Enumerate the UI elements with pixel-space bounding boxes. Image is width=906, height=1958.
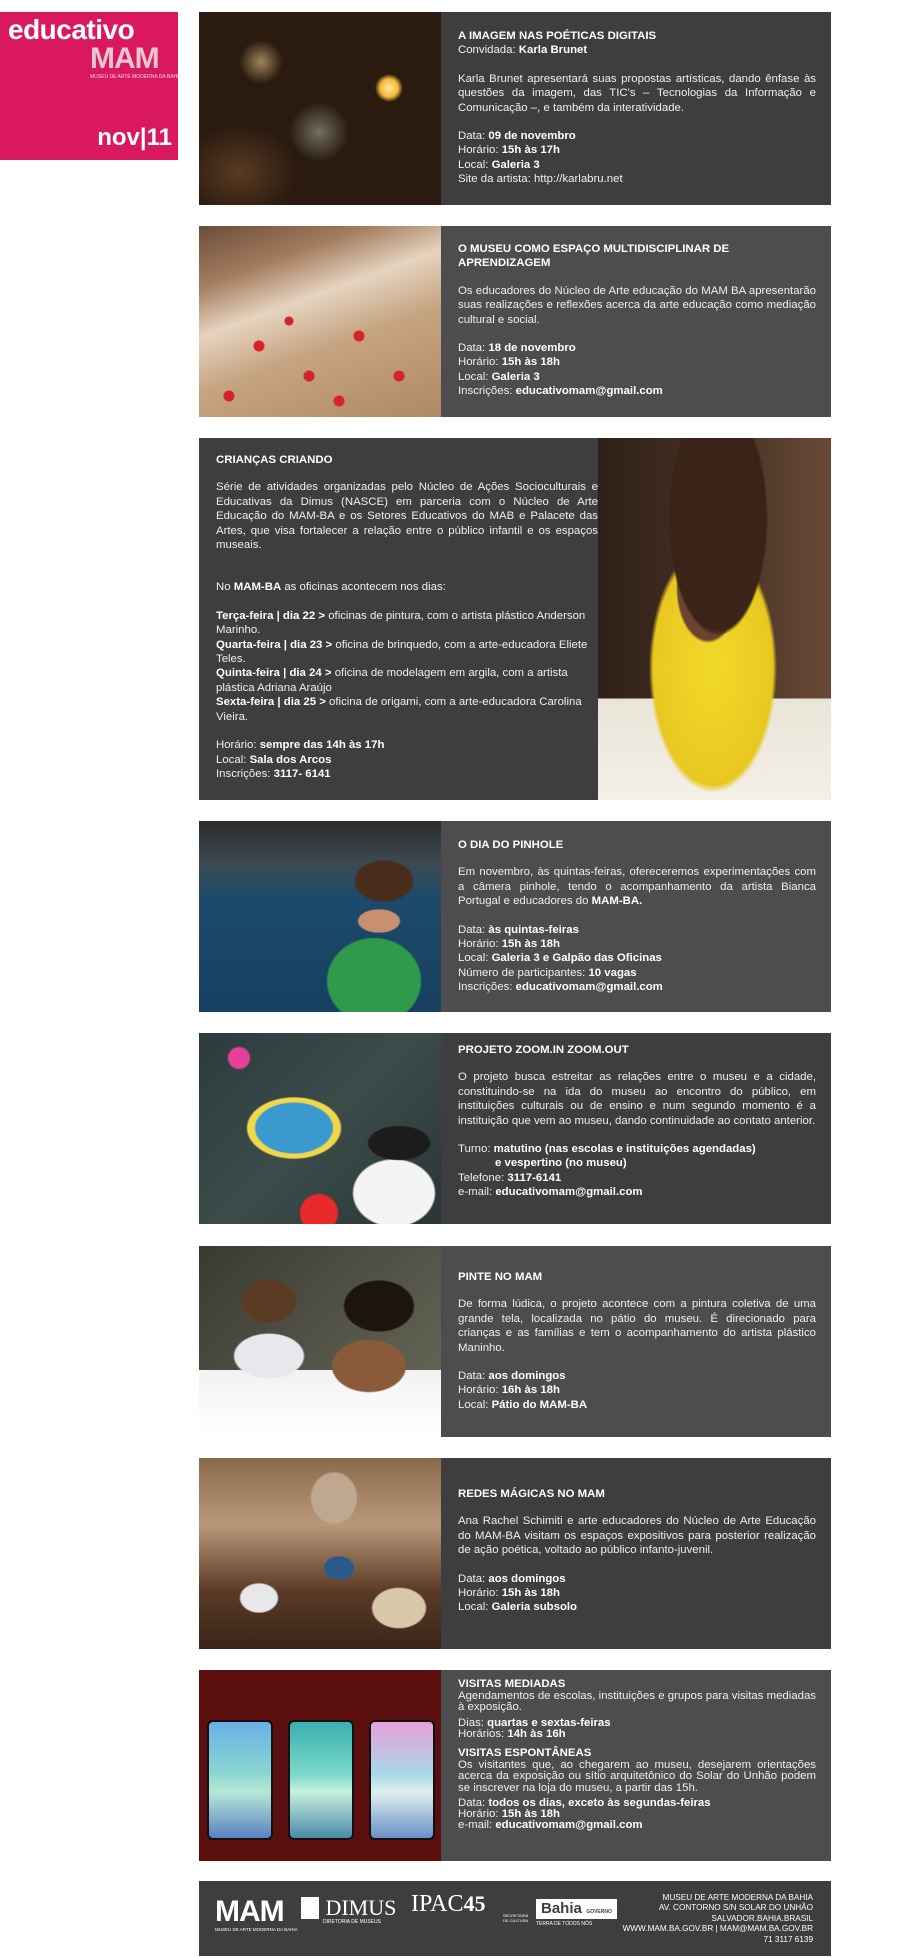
event-description: Em novembro, às quintas-feiras, ofereceremos experimentações com a câmera pinhole, tendo o acompanhamento da artista Bianca Portugal e educadores do xyxy=(458,866,816,908)
mam-logo-text: MAM xyxy=(215,1895,284,1928)
event-description: Karla Brunet apresentará suas propostas artísticas, dando ênfase às questões da imagem, das TIC's – Tecnologias da Informação e Comunicação –, e também da interatividade. xyxy=(458,72,816,114)
registration-label: Inscrições: xyxy=(216,767,274,780)
time-label: Horário: xyxy=(458,144,502,157)
screen-image xyxy=(207,1720,273,1840)
event-description-2: Os visitantes que, ao chegarem ao museu, desejarem orientações acerca da exposição ou sítio arquitetônico do Solar do Unhão podem se inscrever na loja do museu, a partir das 15h. xyxy=(458,1759,816,1794)
bahia-logo-box xyxy=(536,1899,617,1919)
event-text xyxy=(458,1246,816,1412)
registration-email[interactable]: educativomam@gmail.com xyxy=(515,981,663,994)
place-label: Local: xyxy=(458,952,492,965)
event-time: 15h às 17h xyxy=(501,144,560,157)
event-shift-2: e vespertino (no museu) xyxy=(495,1157,627,1170)
event-time: 15h às 18h xyxy=(501,1587,560,1600)
event-date: aos domingos xyxy=(488,1572,566,1585)
event-panel-redes-magicas xyxy=(199,1458,831,1649)
boy-with-pinhole-photo xyxy=(199,821,441,1012)
date-label: Data: xyxy=(458,130,489,143)
date-label: Data: xyxy=(458,1796,489,1809)
workshop-day xyxy=(216,695,598,724)
event-shift: matutino (nas escolas e instituições agendadas) xyxy=(493,1143,756,1156)
event-email[interactable]: educativomam@gmail.com xyxy=(495,1819,643,1832)
bahia-governo-logo xyxy=(536,1899,617,1927)
intro-pre: No xyxy=(216,581,234,594)
event-description: O projeto busca estreitar as relações entre o museu e a cidade, constituindo-se na ida do museu ao encontro do público, em instituições culturais ou de ensino e num segundo momento é a instituição que vem ao museu, dando continuidade ao contato anterior. xyxy=(458,1071,816,1127)
bahia-logo-tagline: TERRA DE TODOS NÓS xyxy=(536,1921,593,1927)
event-panel-imagem-poeticas xyxy=(199,12,831,205)
date-label: Data: xyxy=(458,923,489,936)
workshop-day-text: oficinas de pintura, com o artista plástico Anderson Marinho. xyxy=(216,609,586,637)
event-place: Galeria 3 xyxy=(491,370,540,383)
date-label: Data: xyxy=(458,1370,489,1383)
bahia-logo-sub: GOVERNO xyxy=(586,1909,612,1915)
event-description: Agendamentos de escolas, instituições e grupos para visitas mediadas à exposição. xyxy=(458,1690,816,1714)
address-web-email[interactable]: WWW.MAM.BA.GOV.BR | MAM@MAM.BA.GOV.BR xyxy=(622,1924,813,1934)
dimus-icon xyxy=(301,1897,319,1919)
event-date: 18 de novembro xyxy=(488,342,576,355)
event-time: 15h às 18h xyxy=(501,356,560,369)
shift-label: Turno: xyxy=(458,1143,494,1156)
event-place: Galeria subsolo xyxy=(491,1601,578,1614)
event-title: VISITAS MEDIADAS xyxy=(458,1678,566,1690)
event-place: Galeria 3 e Galpão das Oficinas xyxy=(491,952,662,965)
event-title: O MUSEU COMO ESPAÇO MULTIDISCIPLINAR DE APRENDIZAGEM xyxy=(458,243,730,270)
guest-label: Convidada: xyxy=(458,44,519,57)
logo-word: educativo xyxy=(8,14,135,45)
event-place: Sala dos Arcos xyxy=(249,753,332,766)
event-text xyxy=(216,438,598,781)
days-label: Dias: xyxy=(458,1716,488,1729)
event-place: Galeria 3 xyxy=(491,158,540,171)
event-text xyxy=(458,12,816,187)
event-days: quartas e sextas-feiras xyxy=(487,1716,611,1729)
time-label: Horário: xyxy=(458,1384,502,1397)
dimus-logo-sub: DIRETORIA DE MUSEUS xyxy=(323,1919,381,1925)
museum-address xyxy=(623,1893,813,1945)
event-description: Os educadores do Núcleo de Arte educação do MAM BA apresentarão suas realizações e reflexões acerca da arte educação como mediação cultural e social. xyxy=(458,284,816,326)
event-title: REDES MÁGICAS NO MAM xyxy=(458,1488,605,1500)
ipac-logo xyxy=(411,1891,485,1918)
ipac-logo-number: 45 xyxy=(463,1891,486,1916)
exhibition-screens-photo xyxy=(199,1670,441,1861)
event-text xyxy=(458,1033,816,1200)
event-email[interactable]: educativomam@gmail.com xyxy=(495,1186,643,1199)
address-line: SALVADOR.BAHIA.BRASIL xyxy=(711,1913,813,1923)
children-painting-photo xyxy=(199,1246,441,1437)
time-label: Horário: xyxy=(216,739,260,752)
group-activity-photo xyxy=(199,1458,441,1649)
place-label: Local: xyxy=(458,158,492,171)
child-drawing-photo xyxy=(598,438,831,800)
secretaria-cultura-label: SECRETARIA DE CULTURA xyxy=(503,1913,529,1923)
address-line: MUSEU DE ARTE MODERNA DA BAHIA xyxy=(662,1893,813,1902)
registration-label: Inscrições: xyxy=(458,981,516,994)
workshop-day-label: Sexta-feira | dia 25 > xyxy=(216,696,326,709)
time-label-2: Horário: xyxy=(458,1808,502,1821)
event-title: O DIA DO PINHOLE xyxy=(458,839,564,851)
address-line: AV. CONTORNO S/N SOLAR DO UNHÃO xyxy=(658,1903,813,1913)
event-panel-museu-multidisciplinar xyxy=(199,226,831,417)
place-label: Local: xyxy=(458,1601,492,1614)
date-label: Data: xyxy=(458,342,489,355)
event-title: A IMAGEM NAS POÉTICAS DIGITAIS xyxy=(458,30,657,42)
workshop-day xyxy=(216,666,598,695)
event-phone: 3117-6141 xyxy=(507,1171,562,1184)
educativo-mam-logo xyxy=(0,12,182,160)
workshop-day xyxy=(216,609,598,638)
event-panel-zoom-in-zoom-out xyxy=(199,1033,831,1224)
participants-label: Número de participantes: xyxy=(458,966,589,979)
event-date: aos domingos xyxy=(488,1370,566,1383)
registration-phone: 3117- 6141 xyxy=(273,767,331,780)
workshop-day-label: Terça-feira | dia 22 > xyxy=(216,609,326,622)
workshop-day-text: oficina de modelagem em argila, com a artista plástica Adriana Araújo xyxy=(216,667,568,694)
place-label: Local: xyxy=(458,370,492,383)
date-label: Data: xyxy=(458,1572,489,1585)
mam-logo xyxy=(215,1897,298,1932)
registration-label: Inscrições: xyxy=(458,385,516,398)
workshop-day-label: Quarta-feira | dia 23 > xyxy=(216,638,333,651)
email-label: e-mail: xyxy=(458,1186,496,1199)
event-text xyxy=(458,1458,816,1615)
event-panel-dia-do-pinhole xyxy=(199,821,831,1012)
time-label: Horários: xyxy=(458,1727,508,1740)
event-title: PROJETO ZOOM.IN ZOOM.OUT xyxy=(458,1044,629,1056)
event-time: 14h às 16h xyxy=(507,1727,566,1740)
place-label: Local: xyxy=(458,1398,492,1411)
dimus-logo-text: DIMUS xyxy=(325,1895,397,1920)
phone-label: Telefone: xyxy=(458,1171,508,1184)
event-description: De forma lúdica, o projeto acontece com a pintura coletiva de uma grande tela, localizada no pátio do museu. É direcionado para crianças e as famílias e tem o acompanhamento do artista plástico Maninho. xyxy=(458,1298,816,1354)
logo-brand: MAM xyxy=(90,42,159,75)
children-craft-photo xyxy=(199,1033,441,1224)
event-panel-criancas-criando xyxy=(199,438,831,800)
issue-date: nov|11 xyxy=(97,124,172,151)
time-label: Horário: xyxy=(458,356,502,369)
event-text xyxy=(458,226,816,399)
event-description: Ana Rachel Schimiti e arte educadores do Núcleo de Arte Educação do MAM-BA visitam os espaços expositivos para posterior realização de ação poética, voltado ao público infanto-juvenil. xyxy=(458,1515,816,1557)
workshop-day-text: oficina de origami, com a arte-educadora Carolina Vieira. xyxy=(216,696,582,723)
screen-image xyxy=(288,1720,354,1840)
event-time: 15h às 18h xyxy=(501,938,560,951)
intro-post: as oficinas acontecem nos dias: xyxy=(281,581,446,594)
artist-site-link[interactable]: Site da artista: http://karlabru.net xyxy=(458,173,623,186)
event-panel-pinte-no-mam xyxy=(199,1246,831,1437)
time-label: Horário: xyxy=(458,1587,502,1600)
event-description: Série de atividades organizadas pelo Núcleo de Ações Socioculturais e Educativas da Dimus (NASCE) em parceria com o Núcleo de Arte Educação do MAM-BA e os Setores Educativos do MAB e Palacete das Artes, que visa fortalecer a relação entre o público infantil e os espaços museais. xyxy=(216,481,598,552)
event-title: CRIANÇAS CRIANDO xyxy=(216,454,333,466)
place-label: Local: xyxy=(216,753,250,766)
event-time: sempre das 14h às 17h xyxy=(259,739,385,752)
event-description-bold: MAM-BA. xyxy=(591,895,643,908)
event-title-2: VISITAS ESPONTÂNEAS xyxy=(458,1747,592,1760)
guest-name: Karla Brunet xyxy=(518,44,588,57)
ipac-logo-text: IPAC xyxy=(411,1891,464,1917)
screen-image xyxy=(369,1720,435,1840)
registration-email[interactable]: educativomam@gmail.com xyxy=(515,385,663,398)
bahia-logo-text: Bahia xyxy=(541,1900,582,1917)
dimus-logo xyxy=(301,1897,396,1925)
workshop-day-text: oficina de brinquedo, com a arte-educadora Eliete Teles. xyxy=(216,638,588,666)
event-panel-visitas xyxy=(199,1670,831,1861)
beach-aerial-photo xyxy=(199,226,441,417)
workshop-day-label: Quinta-feira | dia 24 > xyxy=(216,667,332,680)
event-date: todos os dias, exceto às segundas-feiras xyxy=(488,1796,711,1809)
event-date: às quintas-feiras xyxy=(488,923,579,936)
logo-brand-sub: MUSEU DE ARTE MODERNA DA BAHIA xyxy=(90,74,182,80)
intro-bold: MAM-BA xyxy=(233,581,282,594)
event-title: PINTE NO MAM xyxy=(458,1271,543,1283)
participants-count: 10 vagas xyxy=(588,966,637,979)
event-place: Pátio do MAM-BA xyxy=(491,1398,588,1411)
time-label: Horário: xyxy=(458,938,502,951)
event-time-2: 15h às 18h xyxy=(501,1808,560,1821)
mam-logo-sub: MUSEU DE ARTE MODERNA DA BAHIA xyxy=(215,1927,298,1932)
event-text xyxy=(458,1670,816,1831)
event-time: 16h às 18h xyxy=(501,1384,560,1397)
footer-bar xyxy=(199,1881,831,1956)
event-date: 09 de novembro xyxy=(488,130,576,143)
event-text xyxy=(458,821,816,995)
workshop-day xyxy=(216,638,598,667)
bokeh-window-photo xyxy=(199,12,441,205)
email-label: e-mail: xyxy=(458,1819,496,1832)
address-phone: 71 3117 6139 xyxy=(763,1934,813,1944)
